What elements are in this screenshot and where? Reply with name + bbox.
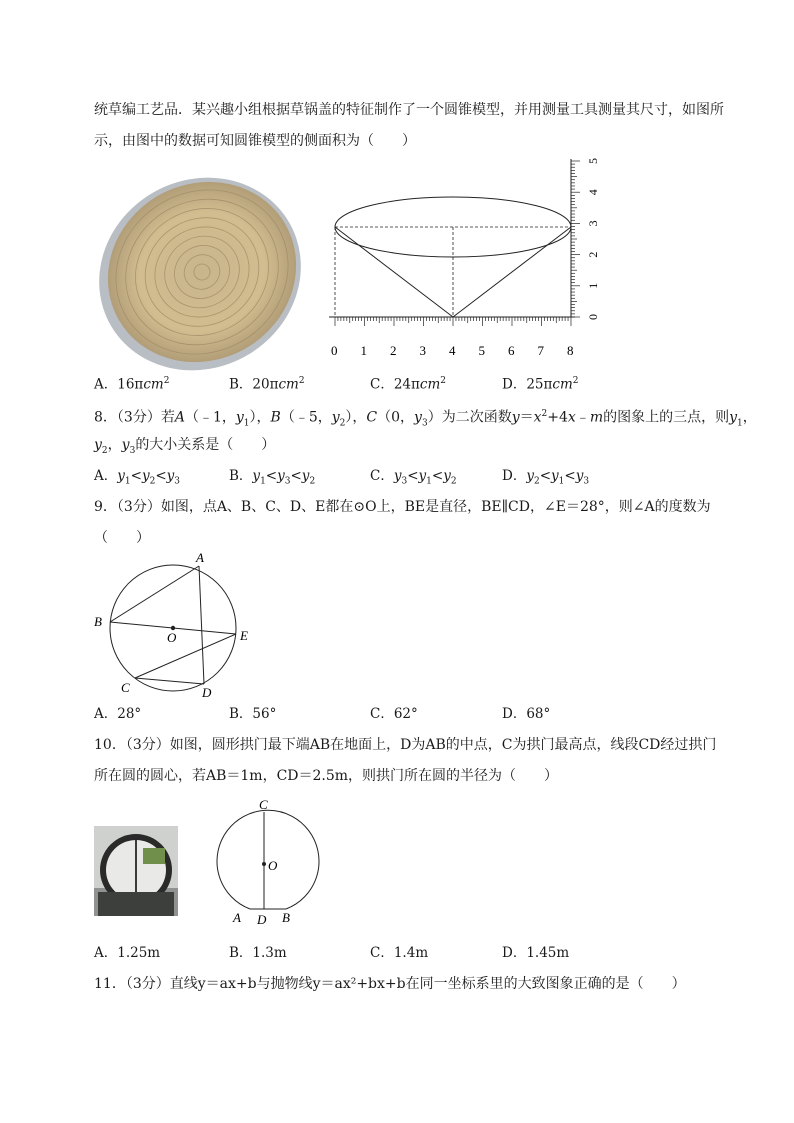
q9-option-b[interactable]: B．56°	[229, 706, 277, 722]
q7-option-c[interactable]: C．24πcm$^2$	[370, 376, 447, 393]
ruler-bottom-label: 5	[478, 343, 485, 358]
ruler-right-label: 2	[586, 251, 600, 258]
ruler-right-label: 5	[586, 158, 600, 164]
q10-option-b[interactable]: B．1.3m	[229, 945, 287, 961]
right-ruler	[571, 158, 600, 320]
q8-option-a[interactable]: A．$y_1<y_2<y_3$	[94, 468, 180, 487]
bottom-ruler	[329, 317, 575, 358]
label-o: O	[167, 630, 177, 645]
ruler-bottom-label: 6	[508, 343, 515, 358]
label-d: D	[257, 912, 267, 926]
label-b: B	[94, 614, 102, 629]
q8-option-d[interactable]: D．$y_2<y_1<y_3$	[502, 468, 590, 487]
q10-option-c[interactable]: C．1.4m	[370, 945, 429, 961]
label-d: D	[202, 685, 212, 700]
arch-door-photo	[94, 826, 178, 916]
ruler-right-label: 0	[586, 314, 600, 320]
ruler-bottom-label: 7	[537, 343, 544, 358]
ruler-bottom-label: 3	[419, 343, 426, 358]
label-o: O	[268, 858, 278, 873]
q10-option-a[interactable]: A．1.25m	[94, 945, 161, 961]
ruler-bottom-label: 8	[567, 343, 574, 358]
q9-option-d[interactable]: D．68°	[502, 706, 551, 722]
q7-option-d[interactable]: D．25πcm$^2$	[502, 376, 579, 393]
q8-option-b[interactable]: B．$y_1<y_3<y_2$	[229, 468, 316, 487]
label-c: C	[121, 680, 130, 695]
q7-line-2: 示，由图中的数据可知圆锥模型的侧面积为（ ）	[94, 133, 416, 149]
q9-option-a[interactable]: A．28°	[94, 706, 142, 722]
q7-option-a[interactable]: A．16πcm$^2$	[94, 376, 170, 393]
cone-shape	[335, 197, 571, 317]
q9-option-c[interactable]: C．62°	[370, 706, 418, 722]
ruler-bottom-label: 0	[331, 343, 338, 358]
label-c: C	[259, 797, 268, 812]
q8-option-c[interactable]: C．$y_3<y_1<y_2$	[370, 468, 457, 487]
straw-lid-photo	[92, 176, 310, 372]
cone-ruler-diagram	[325, 155, 625, 370]
q10-line-1: 10．（3分）如图，圆形拱门最下端AB在地面上，D为AB的中点，C为拱门最高点，线段CD经过拱门	[94, 737, 717, 753]
q9-line-1: 9．（3分）如图，点A、B、C、D、E都在⊙O上，BE是直径，BE∥CD，∠E＝28°，则∠A的度数为	[94, 499, 711, 515]
ruler-right-label: 4	[586, 189, 600, 196]
ruler-bottom-label: 1	[360, 343, 367, 358]
ruler-right-label: 3	[586, 220, 600, 227]
q10-circle-diagram	[198, 796, 328, 926]
q11-line-1: 11．（3分）直线y＝ax+b与抛物线y＝ax²+bx+b在同一坐标系里的大致图象正确的是（ ）	[94, 976, 686, 992]
q8-line-2: $y_2$，$y_3$的大小关系是（ ）	[94, 437, 276, 456]
ruler-right-label: 1	[586, 282, 600, 289]
option-letter: A．	[94, 376, 118, 393]
label-e: E	[240, 628, 248, 643]
q10-option-d[interactable]: D．1.45m	[502, 945, 570, 961]
label-b: B	[282, 910, 290, 925]
q10-line-2: 所在圆的圆心，若AB＝1m，CD＝2.5m，则拱门所在圆的半径为（ ）	[94, 768, 559, 784]
label-a: A	[233, 910, 241, 925]
q9-line-2: （ ）	[94, 530, 150, 546]
q7-line-1: 统草编工艺品．某兴趣小组根据草锅盖的特征制作了一个圆锥模型，并用测量工具测量其尺寸，如图所	[94, 102, 724, 118]
ruler-bottom-label: 4	[449, 343, 456, 358]
q8-line-1: 8．（3分）若A（﹣1，$y_1$），B（﹣5，$y_2$），C（0，$y_3$）为二次函数$y=x^2+4x﹣m$的图象上的三点，则$y_1$，	[94, 409, 757, 429]
ruler-bottom-label: 2	[390, 343, 397, 358]
q7-option-b[interactable]: B．20πcm$^2$	[229, 376, 305, 393]
q9-circle-diagram	[90, 548, 260, 700]
label-a: A	[196, 550, 204, 565]
